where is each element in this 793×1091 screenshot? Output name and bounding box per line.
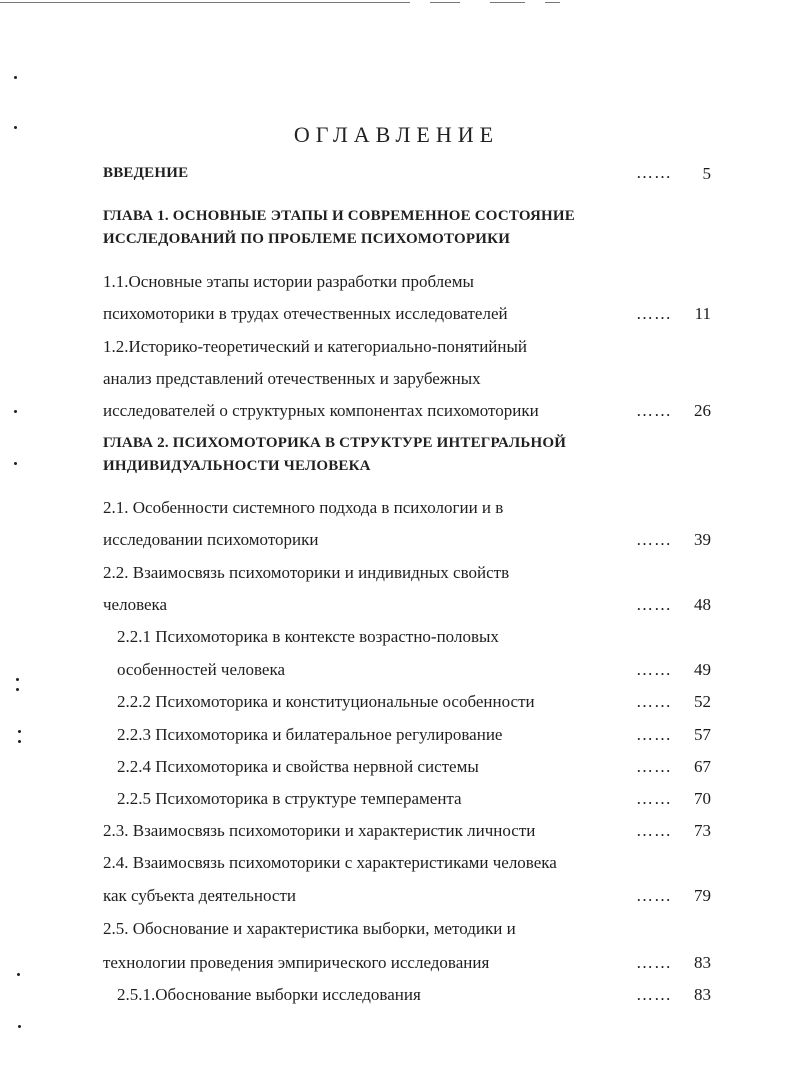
toc-entry-text: исследователей о структурных компонентах психомоторики: [103, 401, 539, 420]
page-title: ОГЛАВЛЕНИЕ: [293, 122, 500, 147]
toc-page-number: 83: [694, 953, 711, 972]
scan-artifact-line: [490, 2, 525, 3]
toc-page-number: 39: [694, 530, 711, 549]
chapter-heading: ИССЛЕДОВАНИЙ ПО ПРОБЛЕМЕ ПСИХОМОТОРИКИ: [103, 231, 511, 247]
scan-speck: [18, 1025, 21, 1028]
toc-intro-label: ВВЕДЕНИЕ: [103, 165, 189, 181]
toc-page-number: 48: [694, 595, 711, 614]
toc-page-number: 5: [702, 164, 711, 183]
toc-entry-text: технологии проведения эмпирического исследования: [103, 953, 490, 972]
toc-entry-text: 2.2.3 Психомоторика и билатеральное регулирование: [117, 725, 503, 744]
toc-entry-text: 2.3. Взаимосвязь психомоторики и характеристик личности: [103, 821, 536, 840]
toc-entry-text: 2.2.1 Психомоторика в контексте возрастно-половых: [117, 627, 499, 646]
toc-entry-text: 2.5. Обоснование и характеристика выборки, методики и: [103, 919, 516, 938]
toc-page-number: 70: [694, 789, 711, 808]
toc-leader: ……: [636, 163, 672, 182]
scan-speck: [14, 76, 17, 79]
toc-page-number: 52: [694, 692, 711, 711]
scan-artifact-line: [430, 2, 460, 3]
scan-speck: [16, 678, 19, 681]
scan-artifact-line: [545, 2, 560, 3]
toc-leader: ……: [636, 595, 672, 614]
toc-page-number: 79: [694, 886, 711, 905]
toc-leader: ……: [636, 304, 672, 323]
toc-entry-text: 2.2.5 Психомоторика в структуре темперамента: [117, 789, 462, 808]
toc-leader: ……: [636, 660, 672, 679]
toc-page-number: 26: [694, 401, 711, 420]
toc-leader: ……: [636, 757, 672, 776]
toc-leader: ……: [636, 725, 672, 744]
toc-leader: ……: [636, 821, 672, 840]
toc-leader: ……: [636, 953, 672, 972]
toc-entry-text: исследовании психомоторики: [103, 530, 319, 549]
chapter-heading: ГЛАВА 2. ПСИХОМОТОРИКА В СТРУКТУРЕ ИНТЕГРАЛЬНОЙ: [103, 435, 567, 451]
toc-page-number: 73: [694, 821, 711, 840]
toc-page-number: 49: [694, 660, 711, 679]
chapter-heading: ГЛАВА 1. ОСНОВНЫЕ ЭТАПЫ И СОВРЕМЕННОЕ СОСТОЯНИЕ: [103, 208, 575, 224]
scan-speck: [14, 410, 17, 413]
toc-page-number: 11: [694, 304, 711, 323]
scan-speck: [18, 740, 21, 743]
toc-entry-text: 1.1.Основные этапы истории разработки проблемы: [103, 272, 474, 291]
toc-page-number: 67: [694, 757, 711, 776]
toc-leader: ……: [636, 886, 672, 905]
toc-page-number: 57: [694, 725, 711, 744]
toc-entry-text: как субъекта деятельности: [103, 886, 297, 905]
toc-entry-text: психомоторики в трудах отечественных исследователей: [103, 304, 508, 323]
toc-page-number: 83: [694, 985, 711, 1004]
scan-speck: [17, 973, 20, 976]
toc-entry-text: человека: [103, 595, 168, 614]
toc-entry-text: 2.2. Взаимосвязь психомоторики и индивидных свойств: [103, 563, 510, 582]
toc-entry-text: 2.2.4 Психомоторика и свойства нервной системы: [117, 757, 479, 776]
toc-entry-text: 2.2.2 Психомоторика и конституциональные особенности: [117, 692, 535, 711]
scan-speck: [18, 730, 21, 733]
toc-entry-text: особенностей человека: [117, 660, 286, 679]
toc-leader: ……: [636, 789, 672, 808]
toc-leader: ……: [636, 401, 672, 420]
scan-speck: [16, 688, 19, 691]
toc-entry-text: 1.2.Историко-теоретический и категориально-понятийный: [103, 337, 528, 356]
toc-leader: ……: [636, 985, 672, 1004]
toc-entry-text: 2.4. Взаимосвязь психомоторики с характеристиками человека: [103, 853, 557, 872]
toc-entry-text: 2.5.1.Обоснование выборки исследования: [117, 985, 421, 1004]
scan-artifact-line: [0, 2, 410, 3]
chapter-heading: ИНДИВИДУАЛЬНОСТИ ЧЕЛОВЕКА: [103, 458, 371, 474]
toc-leader: ……: [636, 530, 672, 549]
scan-speck: [14, 462, 17, 465]
toc-entry-text: анализ представлений отечественных и зарубежных: [103, 369, 481, 388]
toc-leader: ……: [636, 692, 672, 711]
toc-entry-text: 2.1. Особенности системного подхода в психологии и в: [103, 498, 504, 517]
